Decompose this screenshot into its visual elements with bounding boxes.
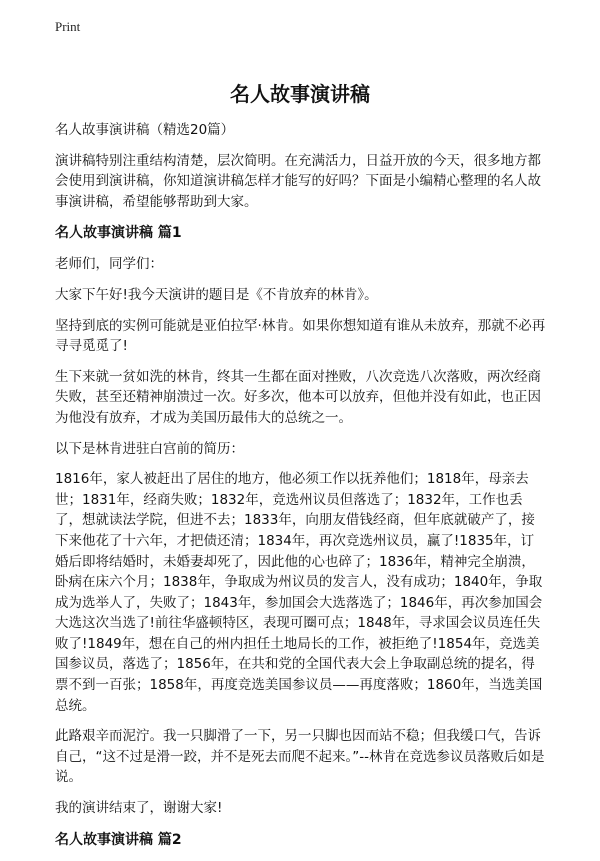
paragraph: 1816年，家人被赶出了居住的地方，他必须工作以抚养他们；1818年，母亲去世；1831年，经商失败；1832年，竞选州议员但落选了；1832年，工作也丢了，想就读法学院，但进不去；1833年，向朋友借钱经商，但年底就破产了，接下来他花了十六年，才把债还清；1834年，再次竞选州议员，赢了!1835年，订婚后即将结婚时，未婚妻却死了，因此他的心也碎了；1836年，精神完全崩溃，卧病在床六个月；1838年，争取成为州议员的发言人，没有成功；1840年，争取成为选举人了，失败了；1843年，参加国会大选落选了；1846年，再次参加国会大选这次当选了!前往华盛顿特区，表现可圈可点；1848年，寻求国会议员连任失败了!1849年，想在自己的州内担任土地局长的工作，被拒绝了!1854年，竞选美国参议员，落选了；1856年，在共和党的全国代表大会上争取副总统的提名，得票不到一百张；1858年，再度竞选美国参议员——再度落败；1860年，当选美国总统。 [55,471,543,714]
paragraph: 以下是林肯进驻白宫前的简历： [55,440,244,457]
section-heading-1: 名人故事演讲稿 篇1 [55,225,182,242]
paragraph: 生下来就一贫如洗的林肯，终其一生都在面对挫败，八次竞选八次落败，两次经商失败，甚至还精神崩溃过一次。好多次，他本可以放弃，但他并没有如此，也正因为他没有放弃，才成为美国历最伟大的总统之一。 [55,368,541,426]
section-heading-2: 名人故事演讲稿 篇2 [55,831,182,848]
paragraph: 我的演讲结束了，谢谢大家! [55,800,223,817]
print-link[interactable]: Print [55,19,81,34]
document-title: 名人故事演讲稿 [230,82,370,106]
paragraph: 此路艰辛而泥泞。我一只脚滑了一下，另一只脚也因而站不稳；但我缓口气，告诉自己，“这不过是滑一跤，并不是死去而爬不起来。”--林肯在竞选参议员落败后如是说。 [55,728,545,786]
paragraph: 老师们，同学们： [55,256,163,273]
paragraph: 大家下午好!我今天演讲的题目是《不肯放弃的林肯》。 [55,286,378,303]
paragraph: 坚持到底的实例可能就是亚伯拉罕·林肯。如果你想知道有谁从未放弃，那就不必再寻寻觅觅了! [55,317,546,355]
subtitle: 名人故事演讲稿（精选20篇） [55,122,235,138]
intro-paragraph: 演讲稿特别注重结构清楚，层次简明。在充满活力，日益开放的今天，很多地方都会使用到演讲稿，你知道演讲稿怎样才能写的好吗？下面是小编精心整理的名人故事演讲稿，希望能够帮助到大家。 [55,152,541,210]
document-body [55,120,547,861]
